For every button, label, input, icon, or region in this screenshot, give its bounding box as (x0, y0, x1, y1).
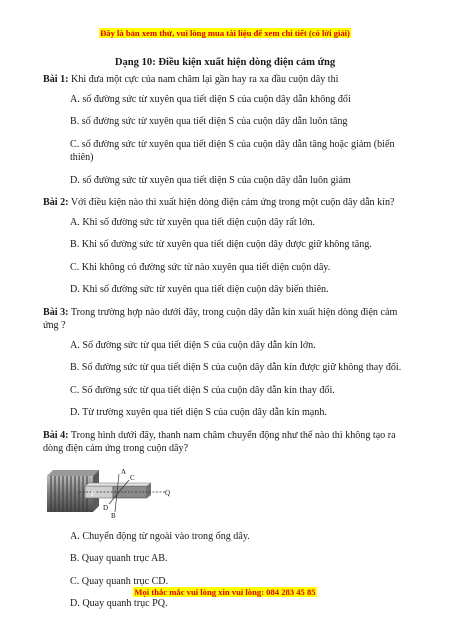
option-a: A. Khi số đường sức từ xuyên qua tiết diện cuộn dây rất lớn. (70, 216, 315, 228)
option-a: A. Chuyển động từ ngoài vào trong ống dây. (70, 530, 250, 542)
option-a: A. Số đường sức từ qua tiết diện S của cuộn dây dẫn kín lớn. (70, 339, 316, 351)
question-text: Khi đưa một cực của nam châm lại gần hay ra xa đầu cuộn dây thì (68, 74, 339, 85)
label-q: Q (165, 488, 171, 497)
question-3 (43, 306, 413, 420)
question-2 (43, 196, 413, 297)
option-d: D. Từ trường xuyên qua tiết diện S của cuộn dây dẫn kín mạnh. (70, 407, 327, 418)
contact-banner (0, 587, 450, 597)
option-d: D. số đường sức từ xuyên qua tiết diện S của cuộn dây dẫn luôn giảm (70, 174, 351, 186)
preview-notice-banner (0, 28, 450, 38)
question-list (43, 73, 413, 620)
label-b: B (111, 511, 116, 520)
question-text: Trong trường hợp nào dưới đây, trong cuộn dây dẫn kín xuất hiện dòng điện cảm ứng ? (43, 306, 398, 331)
question-label: Bài 3: (43, 306, 69, 318)
option-c: C. Khi không có đường sức từ nào xuyên qua tiết diện cuộn dây. (70, 261, 331, 273)
coil-magnet-figure (43, 462, 173, 520)
option-b: B. Khi số đường sức từ xuyên qua tiết diện cuộn dây được giữ không tăng. (70, 239, 372, 250)
preview-notice-text: Đây là bản xem thử, vui lòng mua tài liệu để xem chi tiết (có lời giải) (100, 28, 350, 38)
option-c: C. Quay quanh trục CD. (70, 575, 169, 587)
option-b: B. Số đường sức từ qua tiết diện S của cuộn dây dẫn kín được giữ không thay đổi. (70, 362, 402, 373)
question-4 (43, 429, 413, 611)
section-title: Dạng 10: Điều kiện xuất hiện dòng điện cảm ứng (114, 57, 336, 68)
option-c: C. số đường sức từ xuyên qua tiết diện S của cuộn dây dẫn tăng hoặc giảm (biến thiên) (70, 138, 395, 163)
question-label: Bài 4: (43, 429, 69, 441)
coil-magnet-diagram (43, 462, 173, 520)
option-b: B. Quay quanh trục AB. (70, 553, 168, 564)
question-text: Trong hình dưới đây, thanh nam châm chuyển động như thế nào thì không tạo ra dòng điện cảm ứng trong cuộn dây? (43, 429, 396, 454)
option-a: A. số đường sức từ xuyên qua tiết diện S của cuộn dây dẫn không đổi (70, 93, 351, 105)
contact-text: Mọi thắc mắc vui lòng xin vui lòng: 084 283 45 85 (134, 587, 316, 597)
question-label: Bài 2: (43, 197, 69, 208)
option-b: B. số đường sức từ xuyên qua tiết diện S của cuộn dây dẫn luôn tăng (70, 116, 348, 127)
label-p: P (91, 489, 95, 498)
label-a: A (121, 467, 127, 476)
option-d: D. Khi số đường sức từ xuyên qua tiết diện cuộn dây biến thiên. (70, 284, 329, 295)
option-c: C. Số đường sức từ qua tiết diện S của cuộn dây dẫn kín thay đổi. (70, 384, 335, 396)
question-1 (43, 73, 413, 187)
label-c: C (130, 473, 135, 482)
option-d: D. Quay quanh trục PQ. (70, 598, 168, 609)
question-text: Với điều kiện nào thì xuất hiện dòng điện cảm ứng trong một cuộn dây dẫn kín? (68, 197, 395, 208)
label-d: D (103, 503, 109, 512)
question-label: Bài 1: (43, 74, 69, 85)
